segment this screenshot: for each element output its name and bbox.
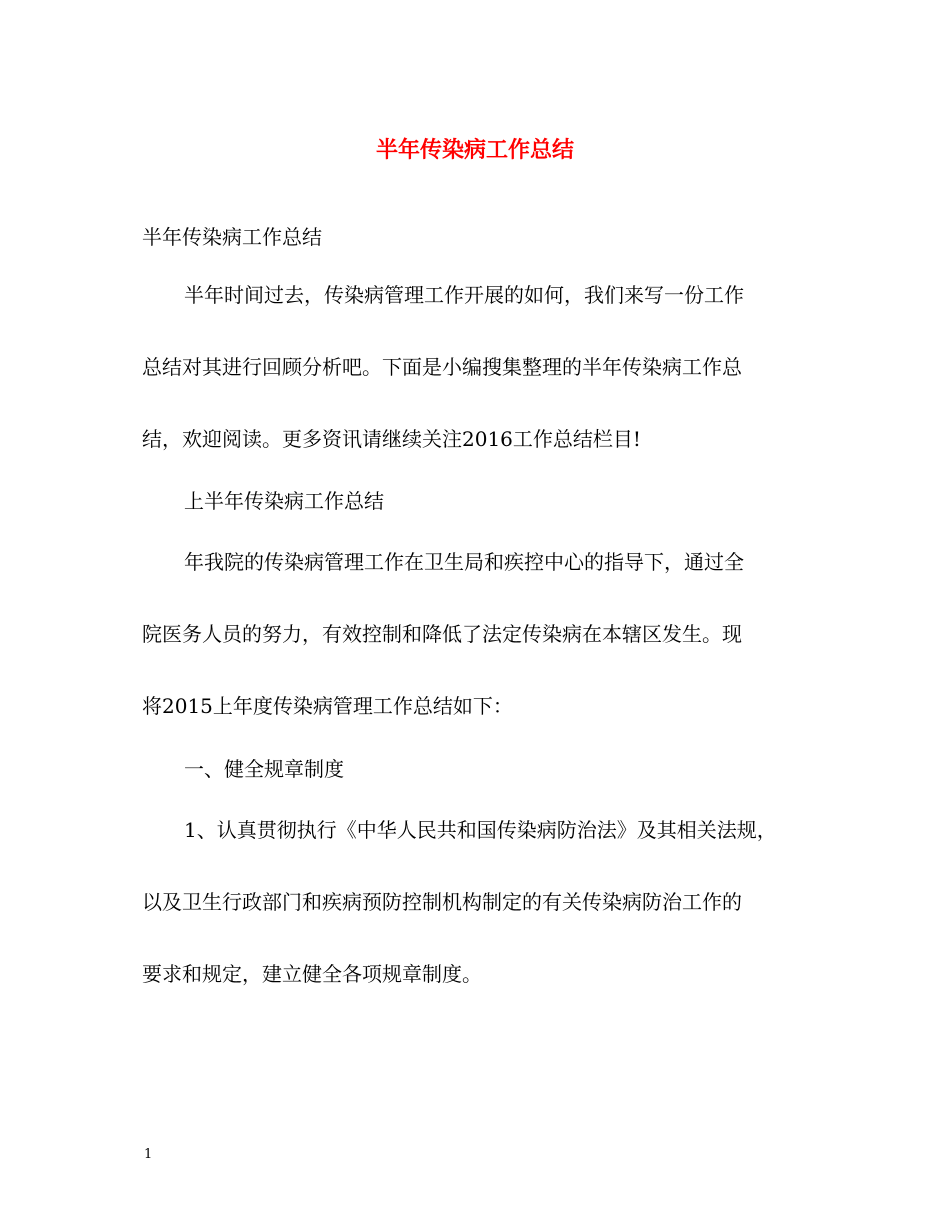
paragraph-line: 要求和规定，建立健全各项规章制度。	[142, 962, 482, 986]
page-number: 1	[144, 1147, 153, 1162]
section-heading: 一、健全规章制度	[184, 757, 344, 781]
paragraph-line: 以及卫生行政部门和疾病预防控制机构制定的有关传染病防治工作的	[142, 890, 742, 914]
paragraph-line: 1、认真贯彻执行《中华人民共和国传染病防治法》及其相关法规，	[184, 818, 777, 842]
subtitle-line: 半年传染病工作总结	[142, 225, 322, 249]
paragraph-line: 年我院的传染病管理工作在卫生局和疾控中心的指导下，通过全	[184, 550, 744, 574]
document-title: 半年传染病工作总结	[375, 137, 574, 163]
paragraph-line: 院医务人员的努力，有效控制和降低了法定传染病在本辖区发生。现	[142, 622, 742, 646]
paragraph-line: 将2015上年度传染病管理工作总结如下：	[142, 694, 513, 718]
paragraph-line: 总结对其进行回顾分析吧。下面是小编搜集整理的半年传染病工作总	[142, 355, 742, 379]
section-heading: 上半年传染病工作总结	[184, 489, 384, 513]
paragraph-line: 半年时间过去，传染病管理工作开展的如何，我们来写一份工作	[184, 283, 744, 307]
paragraph-line: 结，欢迎阅读。更多资讯请继续关注2016工作总结栏目!	[142, 427, 641, 451]
